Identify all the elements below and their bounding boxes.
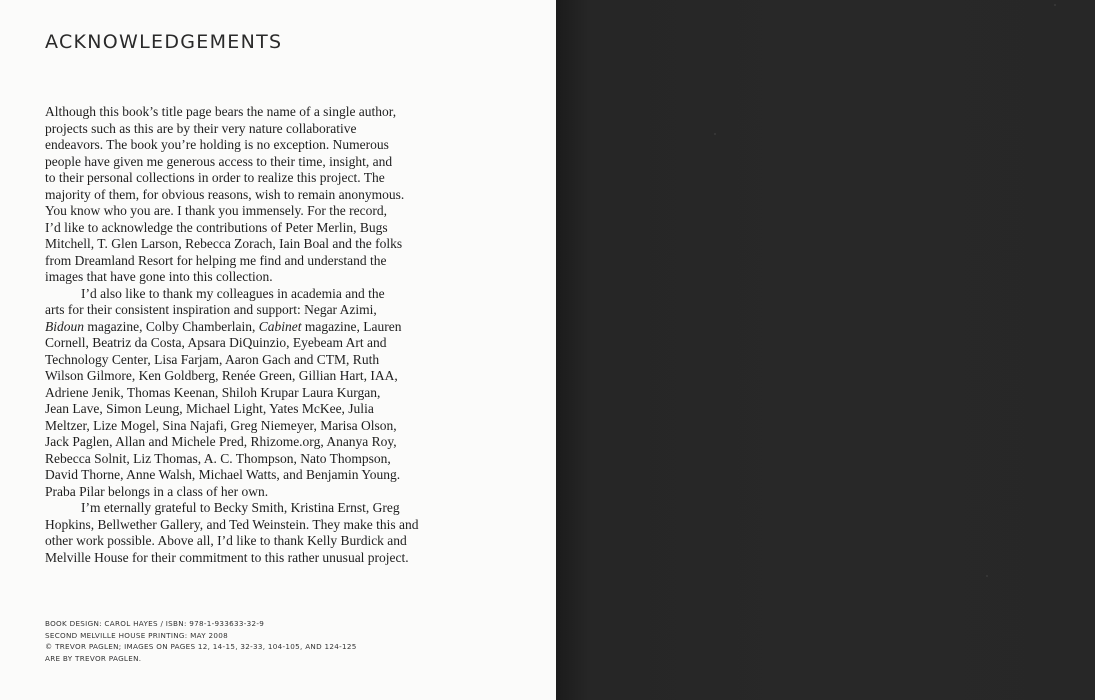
text-line: Melville House for their commitment to this rather unusual project. — [45, 549, 409, 565]
text-line: Rebecca Solnit, Liz Thomas, A. C. Thompson, Nato Thompson, — [45, 450, 391, 466]
paper-speck — [986, 575, 988, 577]
text-fragment: magazine, Lauren — [301, 318, 402, 334]
paper-speck — [714, 133, 716, 135]
italic-title: Bidoun — [45, 318, 84, 334]
colophon-line: ARE BY TREVOR PAGLEN. — [45, 653, 142, 663]
text-line: Meltzer, Lize Mogel, Sina Najafi, Greg Niemeyer, Marisa Olson, — [45, 417, 397, 433]
text-line: Although this book’s title page bears the name of a single author, — [45, 104, 397, 119]
text-line: I’d also like to thank my colleagues in academia and the — [81, 285, 385, 301]
text-line: Wilson Gilmore, Ken Goldberg, Renée Green, Gillian Hart, IAA, — [45, 368, 398, 383]
page-title: ACKNOWLEDGEMENTS — [45, 31, 283, 53]
right-page-dark — [556, 0, 1095, 700]
text-line: majority of them, for obvious reasons, wish to remain anonymous. — [45, 186, 405, 202]
text-line: to their personal collections in order to realize this project. The — [45, 170, 385, 185]
text-line: arts for their consistent inspiration and support: Negar Azimi, — [45, 302, 377, 317]
acknowledgements-body — [45, 104, 425, 566]
text-line: Jack Paglen, Allan and Michele Pred, Rhizome.org, Ananya Roy, — [45, 434, 397, 449]
text-line: I’m eternally grateful to Becky Smith, Kristina Ernst, Greg — [81, 500, 400, 515]
text-line: endeavors. The book you’re holding is no exception. Numerous — [45, 137, 389, 152]
paper-speck — [1054, 4, 1056, 6]
text-line: images that have gone into this collection. — [45, 269, 273, 284]
text-line: David Thorne, Anne Walsh, Michael Watts, and Benjamin Young. — [45, 467, 401, 482]
italic-title: Cabinet — [258, 318, 302, 334]
text-line: Jean Lave, Simon Leung, Michael Light, Yates McKee, Julia — [45, 401, 374, 416]
text-line: other work possible. Above all, I’d like to thank Kelly Burdick and — [45, 533, 407, 548]
colophon-line: © TREVOR PAGLEN; IMAGES ON PAGES 12, 14-15, 32-33, 104-105, AND 124-125 — [45, 642, 357, 651]
colophon-line: BOOK DESIGN: CAROL HAYES / ISBN: 978-1-933633-32-9 — [45, 619, 265, 628]
text-line: from Dreamland Resort for helping me find and understand the — [45, 252, 387, 268]
text-line: You know who you are. I thank you immensely. For the record, — [45, 203, 387, 218]
text-line: Technology Center, Lisa Farjam, Aaron Gach and CTM, Ruth — [45, 351, 380, 367]
text-line: Hopkins, Bellwether Gallery, and Ted Weinstein. They make this and — [45, 516, 419, 532]
text-line — [45, 319, 425, 336]
colophon — [45, 618, 465, 664]
text-line: Cornell, Beatriz da Costa, Apsara DiQuinzio, Eyebeam Art and — [45, 335, 387, 350]
text-line: projects such as this are by their very nature collaborative — [45, 120, 357, 136]
text-line: I’d like to acknowledge the contributions of Peter Merlin, Bugs — [45, 219, 388, 235]
text-line: Mitchell, T. Glen Larson, Rebecca Zorach, Iain Boal and the folks — [45, 236, 403, 251]
colophon-line: SECOND MELVILLE HOUSE PRINTING: MAY 2008 — [45, 630, 229, 640]
text-line: Adriene Jenik, Thomas Keenan, Shiloh Krupar Laura Kurgan, — [45, 384, 381, 400]
text-fragment: magazine, Colby Chamberlain, — [84, 318, 259, 334]
text-line: people have given me generous access to their time, insight, and — [45, 153, 393, 169]
text-line: Praba Pilar belongs in a class of her own. — [45, 483, 269, 499]
